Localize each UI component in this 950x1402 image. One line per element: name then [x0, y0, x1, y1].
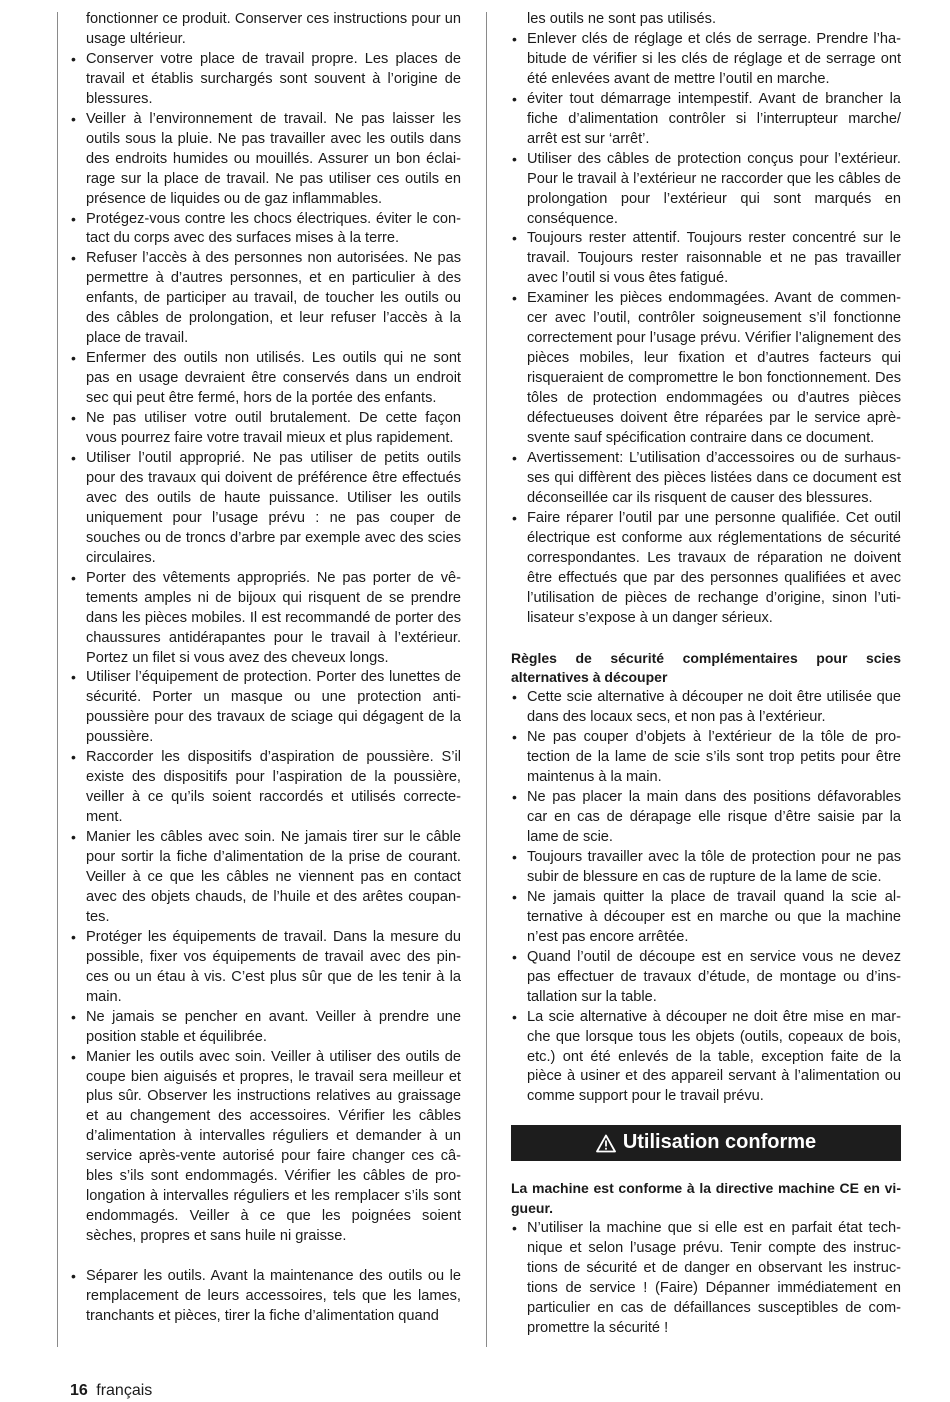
list-item: • éviter tout démarrage intempestif. Avant de brancher la fiche d’alimentation contrôler si l’interrupteur marche/ arrêt est sur ‘arrêt’. — [511, 90, 901, 150]
continuation-text: les outils ne sont pas utilisés. — [527, 11, 717, 27]
list-item: • Séparer les outils. Avant la maintenance des outils ou le remplacement de leurs accessoires, tels que les lames, tranchants et pièces, tirer la fiche d’alimentation quand — [70, 1267, 461, 1327]
list-item: • Utiliser des câbles de protection conçus pour l’extérieur. Pour le travail à l’extérieur ne raccorder que les câbles de prolongation pour l’extérieur qui sont marqués en conséquence. — [511, 150, 901, 230]
safety-instructions-list — [70, 50, 461, 1327]
conformity-heading: La machine est conforme à la directive machine CE en vigueur. — [511, 1180, 901, 1217]
list-item: • Ne pas utiliser votre outil brutalement. De cette façon vous pourrez faire votre travail mieux et plus rapidement. — [70, 409, 461, 449]
list-item: • Ne jamais se pencher en avant. Veiller à prendre une position stable et équilibrée. — [70, 1008, 461, 1048]
list-item: • Examiner les pièces endommagées. Avant de commencer avec l’outil, contrôler soigneusement s’il fonctionne correctement pour l’usage prévu. Vérifier l’alignement des pièces mobiles, leur fixation et d’autres facteurs qui risqueraient de compromettre le bon fonctionnement. Des tôles de protection endommagées ou d’autres pièces défectueuses doivent être réparées par le service aprèsvente sauf spécification contraire dans ce document. — [511, 289, 901, 449]
list-item: • Cette scie alternative à découper ne doit être utilisée que dans des locaux secs, et non pas à l’extérieur. — [511, 688, 901, 728]
saw-safety-heading: Règles de sécurité complémentaires pour scies alternatives à découper — [511, 649, 901, 686]
continuation-text: fonctionner ce produit. Conserver ces instructions pour un usage ultérieur. — [86, 11, 461, 47]
list-item: • La scie alternative à découper ne doit être mise en marche que lorsque tous les objets (outils, copeaux de bois, etc.) ont été enlevés de la table, exception faite de la pièce à usiner et des appareil servant à l’alimentation ou comme support pour le travail prévu. — [511, 1008, 901, 1108]
list-item: • N’utiliser la machine que si elle est en parfait état technique et selon l’usage prévu. Tenir compte des instructions de sécurité et de danger en observant les instructions de service ! (Faire) Dépanner immédiatement en particulier en cas de défaillances susceptibles de compromettre la sécurité ! — [511, 1219, 901, 1339]
left-margin-rule — [57, 12, 58, 1347]
list-item: • Ne jamais quitter la place de travail quand la scie alternative à découper est en marche ou que la machine n’est pas encore arrêtée. — [511, 888, 901, 948]
column-divider — [486, 12, 487, 1347]
list-item: • Conserver votre place de travail propre. Les places de travail et établis surchargés sont souvent à l’origine de blessures. — [70, 50, 461, 110]
banner-title: Utilisation conforme — [622, 1131, 817, 1154]
conformity-list — [511, 1219, 901, 1339]
list-item: • Manier les câbles avec soin. Ne jamais tirer sur le câble pour sortir la fiche d’alimentation de la prise de courant. Veiller à ce que les câbles ne viennent pas en contact avec des objets chauds, de l’huile et des arêtes coupantes. — [70, 828, 461, 928]
list-item: • Quand l’outil de découpe est en service vous ne devez pas effectuer de travaux d’étude, de montage ou d’installation sur la table. — [511, 948, 901, 1008]
safety-instructions-list — [511, 30, 901, 629]
footer-language: français — [96, 1382, 153, 1399]
list-item: • Utiliser l’outil approprié. Ne pas utiliser de petits outils pour des travaux qui doivent de préférence être effectués avec des outils de haute puissance. Utiliser les outils uniquement pour l’usage prévu : ne pas couper de souches ou de troncs d’arbre par exemple avec des scies circulaires. — [70, 449, 461, 569]
section-banner — [511, 1125, 901, 1161]
list-item: • Porter des vêtements appropriés. Ne pas porter de vêtements amples ni de bijoux qui risquent de se prendre dans les pièces mobiles. Il est recommandé de porter des chaussures antidérapantes pour le travail à l’extérieur. Portez un filet si vous avez des cheveux longs. — [70, 569, 461, 669]
page-number: 16 — [70, 1382, 88, 1399]
list-item: • Protéger les équipements de travail. Dans la mesure du possible, fixer vos équipements de travail avec des pinces ou un étau à vis. C’est plus sûr que de les tenir à la main. — [70, 928, 461, 1008]
list-item: • Refuser l’accès à des personnes non autorisées. Ne pas permettre à d’autres personnes, et en particulier à des enfants, de participer au travail, de toucher les outils ou des câbles de prolongation, et leur refuser l’accès à la place de travail. — [70, 249, 461, 349]
list-item: • Faire réparer l’outil par une personne qualifiée. Cet outil électrique est conforme aux réglementations de sécurité correspondantes. Les travaux de réparation ne doivent être effectués que par des personnes qualifiées et avec l’utilisation de pièces de rechange d’origine, sinon l’utilisateur s’expose à un danger sérieux. — [511, 509, 901, 629]
list-item: • Enlever clés de réglage et clés de serrage. Prendre l’habitude de vérifier si les clés de réglage et de serrage ont été enlevées avant de mettre l’outil en marche. — [511, 30, 901, 90]
left-column — [70, 10, 461, 1327]
list-item: • Manier les outils avec soin. Veiller à utiliser des outils de coupe bien aiguisés et propres, le travail sera meilleur et plus sûr. Observer les instructions relatives au graissage et au changement des accessoires. Vérifier les câbles d’alimentation à intervalles réguliers et demander à un service après-vente autorisé pour faire changer ces câbles s’ils sont endommagés. Vérifier les câbles de prolongation à intervalles réguliers et les remplacer s’ils sont endommagés. Veiller à ce que les poignées soient sèches, propres et sans huile ni graisse. — [70, 1048, 461, 1248]
list-item: • Raccorder les dispositifs d’aspiration de poussière. S’il existe des dispositifs pour l’aspiration de la poussière, veiller à ce qu’ils soient raccordés et utilisés correctement. — [70, 748, 461, 828]
list-item: • Protégez-vous contre les chocs électriques. éviter le contact du corps avec des surfaces mises à la terre. — [70, 210, 461, 250]
list-item: • Utiliser l’équipement de protection. Porter des lunettes de sécurité. Porter un masque ou une protection antipoussière pour des travaux de sciage qui dégagent de la poussière. — [70, 668, 461, 748]
list-item: • Toujours rester attentif. Toujours rester concentré sur le travail. Toujours rester raisonnable et ne pas travailler avec l’outil si vous êtes fatigué. — [511, 229, 901, 289]
list-item: • Enfermer des outils non utilisés. Les outils qui ne sont pas en usage devraient être conservés dans un endroit sec qui peut être fermé, hors de la portée des enfants. — [70, 349, 461, 409]
warning-triangle-icon — [596, 1134, 616, 1153]
list-item: • Ne pas couper d’objets à l’extérieur de la tôle de protection de la lame de scie s’ils sont trop petits pour être maintenus à la main. — [511, 728, 901, 788]
right-column — [511, 10, 901, 1339]
list-item: • Veiller à l’environnement de travail. Ne pas laisser les outils sous la pluie. Ne pas travailler avec les outils dans des endroits humides ou mouillés. Assurer un bon éclairage sur la place de travail. Ne pas utiliser ces outils en présence de liquides ou de gaz inflammables. — [70, 110, 461, 210]
page-footer — [70, 1381, 152, 1401]
list-item: • Ne pas placer la main dans des positions défavorables car en cas de dérapage elle risque d’être saisie par la lame de scie. — [511, 788, 901, 848]
list-item: • Avertissement: L’utilisation d’accessoires ou de surhausses qui diffèrent des pièces listées dans ce document est déconseillée car ils risquent de causer des blessures. — [511, 449, 901, 509]
list-item: • Toujours travailler avec la tôle de protection pour ne pas subir de blessure en cas de rupture de la lame de scie. — [511, 848, 901, 888]
saw-safety-list — [511, 688, 901, 1107]
